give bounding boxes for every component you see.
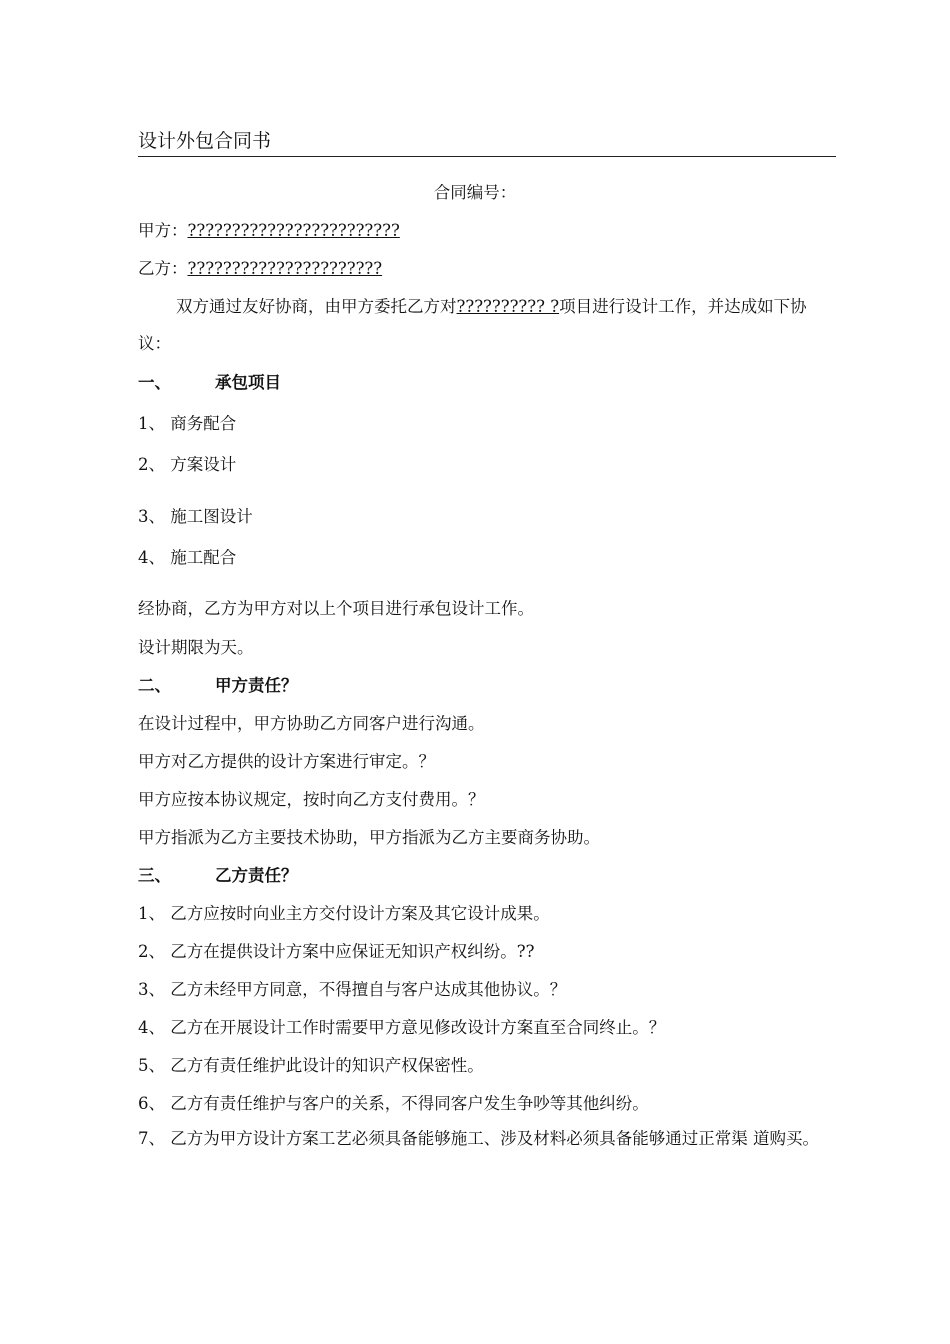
list-item: 4、 乙方在开展设计工作时需要甲方意见修改设计方案直至合同终止。？ — [138, 1018, 666, 1037]
list-item: 2、 乙方在提供设计方案中应保证无知识产权纠纷。?? — [138, 942, 535, 961]
section-1-title: 承包项目 — [215, 373, 281, 392]
section-3-heading — [138, 864, 298, 888]
list-item: 2、 方案设计 — [138, 455, 237, 474]
contract-number-label: 合同编号： — [433, 183, 517, 202]
list-item: 6、 乙方有责任维护与客户的关系，不得同客户发生争吵等其他纠纷。 — [138, 1094, 649, 1113]
intro-project: ?????????? ? — [456, 297, 560, 316]
list-item: 1、 商务配合 — [138, 414, 237, 433]
party-a-line — [138, 219, 400, 243]
party-b-value: ?????????????????????? — [187, 259, 383, 278]
list-item: 3、 施工图设计 — [138, 507, 253, 526]
section-1-heading — [138, 371, 281, 395]
party-b-label: 乙方： — [138, 259, 188, 278]
intro-pre: 双方通过友好协商，由甲方委托乙方对 — [176, 297, 457, 316]
party-a-value: ???????????????????????? — [187, 221, 400, 240]
section-3-number: 三、 — [138, 866, 171, 885]
section-1-number: 一、 — [138, 373, 171, 392]
document-title: 设计外包合同书 — [138, 128, 836, 157]
section-2-heading — [138, 674, 298, 698]
intro-paragraph — [138, 288, 838, 362]
party-b-line — [138, 257, 382, 281]
list-item: 甲方指派为乙方主要技术协助，甲方指派为乙方主要商务协助。 — [138, 828, 600, 847]
section-2-title: 甲方责任？ — [215, 676, 298, 695]
list-item: 甲方应按本协议规定，按时向乙方支付费用。？ — [138, 790, 485, 809]
intro-post: 项目进行设计工作，并达成如下协议： — [138, 297, 807, 353]
section-3-title: 乙方责任？ — [215, 866, 298, 885]
list-item: 7、 乙方为甲方设计方案工艺必须具备能够施工、涉及材料必须具备能够通过正常渠 道购买。 — [138, 1129, 819, 1148]
party-a-label: 甲方： — [138, 221, 188, 240]
list-item: 1、 乙方应按时向业主方交付设计方案及其它设计成果。 — [138, 904, 550, 923]
list-item: 在设计过程中，甲方协助乙方同客户进行沟通。 — [138, 714, 485, 733]
list-item: 4、 施工配合 — [138, 548, 237, 567]
list-item: 3、 乙方未经甲方同意，不得擅自与客户达成其他协议。？ — [138, 980, 567, 999]
list-item: 甲方对乙方提供的设计方案进行审定。？ — [138, 752, 435, 771]
design-period-note: 设计期限为天。 — [138, 638, 254, 657]
section-2-number: 二、 — [138, 676, 171, 695]
section-1-note: 经协商，乙方为甲方对以上个项目进行承包设计工作。 — [138, 599, 534, 618]
list-item: 5、 乙方有责任维护此设计的知识产权保密性。 — [138, 1056, 484, 1075]
